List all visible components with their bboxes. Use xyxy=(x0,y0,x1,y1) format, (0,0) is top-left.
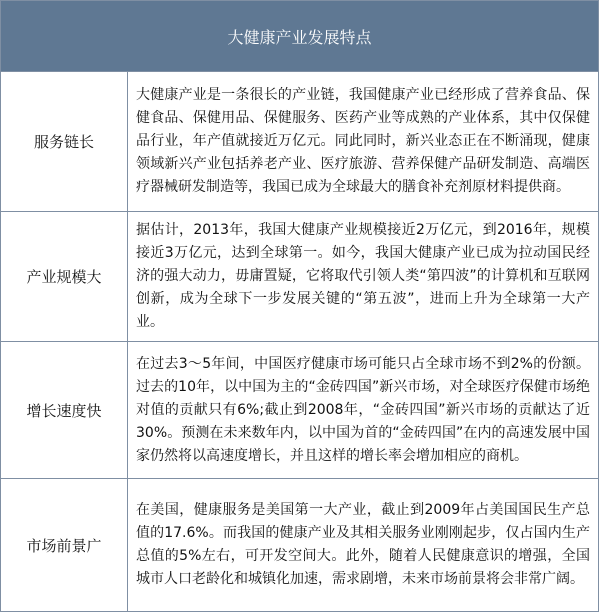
table-title: 大健康产业发展特点 xyxy=(227,27,372,47)
row-content xyxy=(128,479,598,611)
row-text: 大健康产业是一条很长的产业链，我国健康产业已经形成了营养食品、保健食品、保健用品、保健服务、医药产业等成熟的产业体系，其中仅保健品行业，年产值就接近万亿元。同此同时，新兴业态正在不断涌现，健康领域新兴产业包括养老产业、医疗旅游、营养保健产品研发制造、高端医疗器械研发制造等，我国已成为全球最大的膳食补充剂原材料提供商。 xyxy=(136,87,590,195)
table-row xyxy=(1,479,598,611)
row-text: 据估计，2013年，我国大健康产业规模接近2万亿元，到2016年，规模接近3万亿元，达到全球第一。如今，我国大健康产业已成为拉动国民经济的强大动力，毋庸置疑，它将取代引领人类“第四波”的计算机和互联网创新，成为全球下一步发展关键的“第五波”，进而上升为全球第一大产业。 xyxy=(136,222,590,330)
row-label: 增长速度快 xyxy=(1,342,128,478)
row-content xyxy=(128,342,598,478)
row-content xyxy=(128,212,598,341)
row-text: 在美国，健康服务是美国第一大产业，截止到2009年占美国国民生产总值的17.6%。而我国的健康产业及其相关服务业刚刚起步，仅占国内生产总值的5%左右，可开发空间大。此外，随着人民健康意识的增强，全国城市人口老龄化和城镇化加速，需求剧增，未来市场前景将会非常广阔。 xyxy=(136,502,590,587)
row-label: 服务链长 xyxy=(1,72,128,211)
table-row xyxy=(1,72,598,212)
row-text: 在过去3～5年间，中国医疗健康市场可能只占全球市场不到2%的份额。过去的10年，以中国为主的“金砖四国”新兴市场，对全球医疗保健市场绝对值的贡献只有6%;截止到2008年，“金砖四国”新兴市场的贡献达了近30%。预测在未来数年内，以中国为首的“金砖四国”在内的高速发展中国家仍然将以高速度增长，并且这样的增长率会增加相应的商机。 xyxy=(136,355,590,464)
table-row xyxy=(1,212,598,342)
table-row xyxy=(1,342,598,479)
row-label: 市场前景广 xyxy=(1,479,128,611)
row-label: 产业规模大 xyxy=(1,212,128,341)
row-content xyxy=(128,72,598,211)
table-header xyxy=(1,1,598,72)
